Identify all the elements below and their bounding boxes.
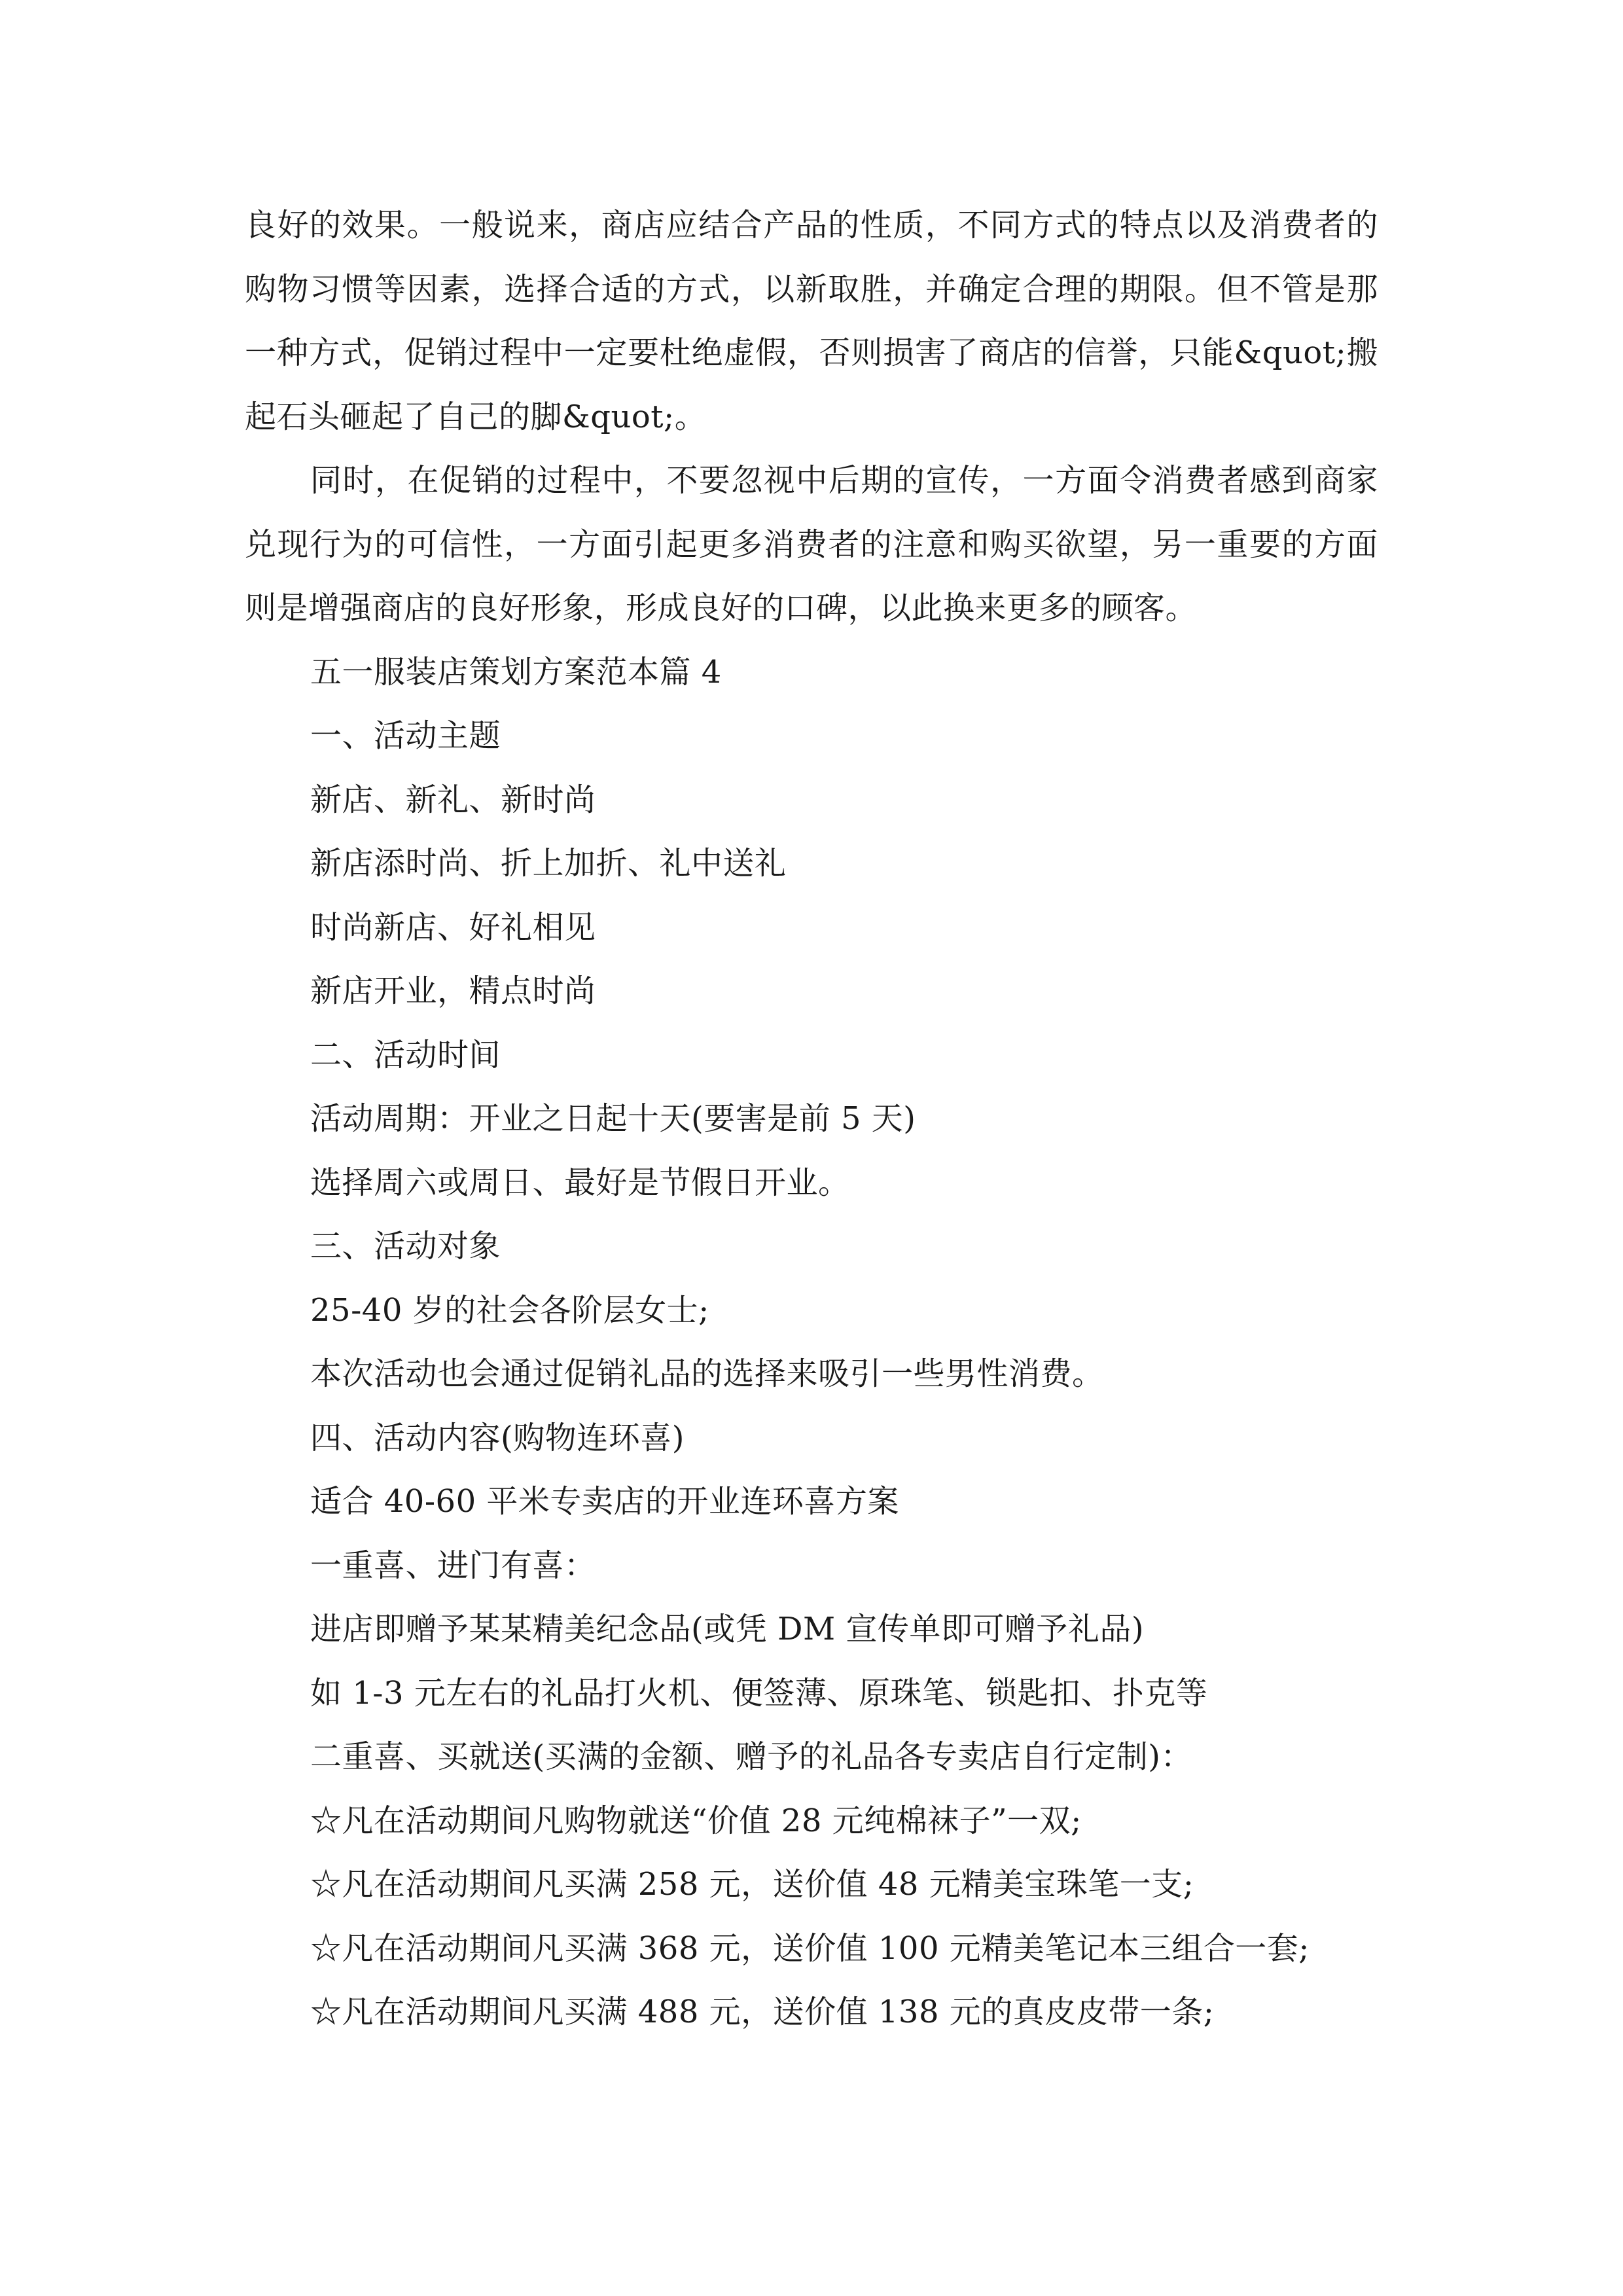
paragraph-line: 四、活动内容(购物连环喜) [310,1419,685,1456]
paragraph-line: 进店即赠予某某精美纪念品(或凭 DM 宣传单即可赠予礼品) [310,1611,1145,1647]
paragraph-line: 则是增强商店的良好形象，形成良好的口碑，以此换来更多的顾客。 [245,590,1198,626]
paragraph-line: 兑现行为的可信性，一方面引起更多消费者的注意和购买欲望，另一重要的方面 [245,526,1378,563]
paragraph-line: 25-40 岁的社会各阶层女士; [310,1291,709,1329]
paragraph-line: ☆凡在活动期间凡买满 488 元，送价值 138 元的真皮皮带一条; [310,1994,1215,2030]
paragraph-line: ☆凡在活动期间凡购物就送“价值 28 元纯棉袜子”一双; [310,1802,1082,1839]
paragraph-line: 良好的效果。一般说来，商店应结合产品的性质，不同方式的特点以及消费者的 [245,207,1378,243]
paragraph-line: 时尚新店、好礼相见 [310,908,596,946]
paragraph-line: 活动周期：开业之日起十天(要害是前 5 天) [310,1100,916,1137]
paragraph-line: 选择周六或周日、最好是节假日开业。 [310,1164,850,1201]
paragraph-line: 二重喜、买就送(买满的金额、赠予的礼品各专卖店自行定制)： [310,1738,1192,1775]
paragraph-line: 新店开业，精点时尚 [310,973,596,1009]
paragraph-line: 一重喜、进门有喜： [310,1547,596,1584]
paragraph-line: 二、活动时间 [310,1036,501,1073]
paragraph-line: 起石头砸起了自己的脚&quot;。 [245,398,707,435]
paragraph-line: 三、活动对象 [310,1228,501,1265]
paragraph-line: ☆凡在活动期间凡买满 368 元，送价值 100 元精美笔记本三组合一套; [310,1929,1310,1967]
paragraph-line: 新店添时尚、折上加折、礼中送礼 [310,845,787,882]
paragraph-line: 适合 40-60 平米专卖店的开业连环喜方案 [310,1483,899,1520]
paragraph-line: ☆凡在活动期间凡买满 258 元，送价值 48 元精美宝珠笔一支; [310,1866,1194,1903]
document-body [245,194,1378,2045]
paragraph-line: 同时，在促销的过程中，不要忽视中后期的宣传，一方面令消费者感到商家 [310,462,1378,499]
paragraph-line: 如 1-3 元左右的礼品打火机、便签薄、原珠笔、锁匙扣、扑克等 [310,1674,1208,1712]
paragraph-line: 五一服装店策划方案范本篇 4 [310,653,722,691]
paragraph-line: 一、活动主题 [310,717,501,754]
paragraph-line: 本次活动也会通过促销礼品的选择来吸引一些男性消费。 [310,1355,1104,1392]
paragraph-line: 新店、新礼、新时尚 [310,781,596,818]
paragraph-line: 购物习惯等因素，选择合适的方式，以新取胜，并确定合理的期限。但不管是那 [245,270,1378,308]
paragraph-line: 一种方式，促销过程中一定要杜绝虚假，否则损害了商店的信誉，只能&quot;搬 [245,334,1378,371]
